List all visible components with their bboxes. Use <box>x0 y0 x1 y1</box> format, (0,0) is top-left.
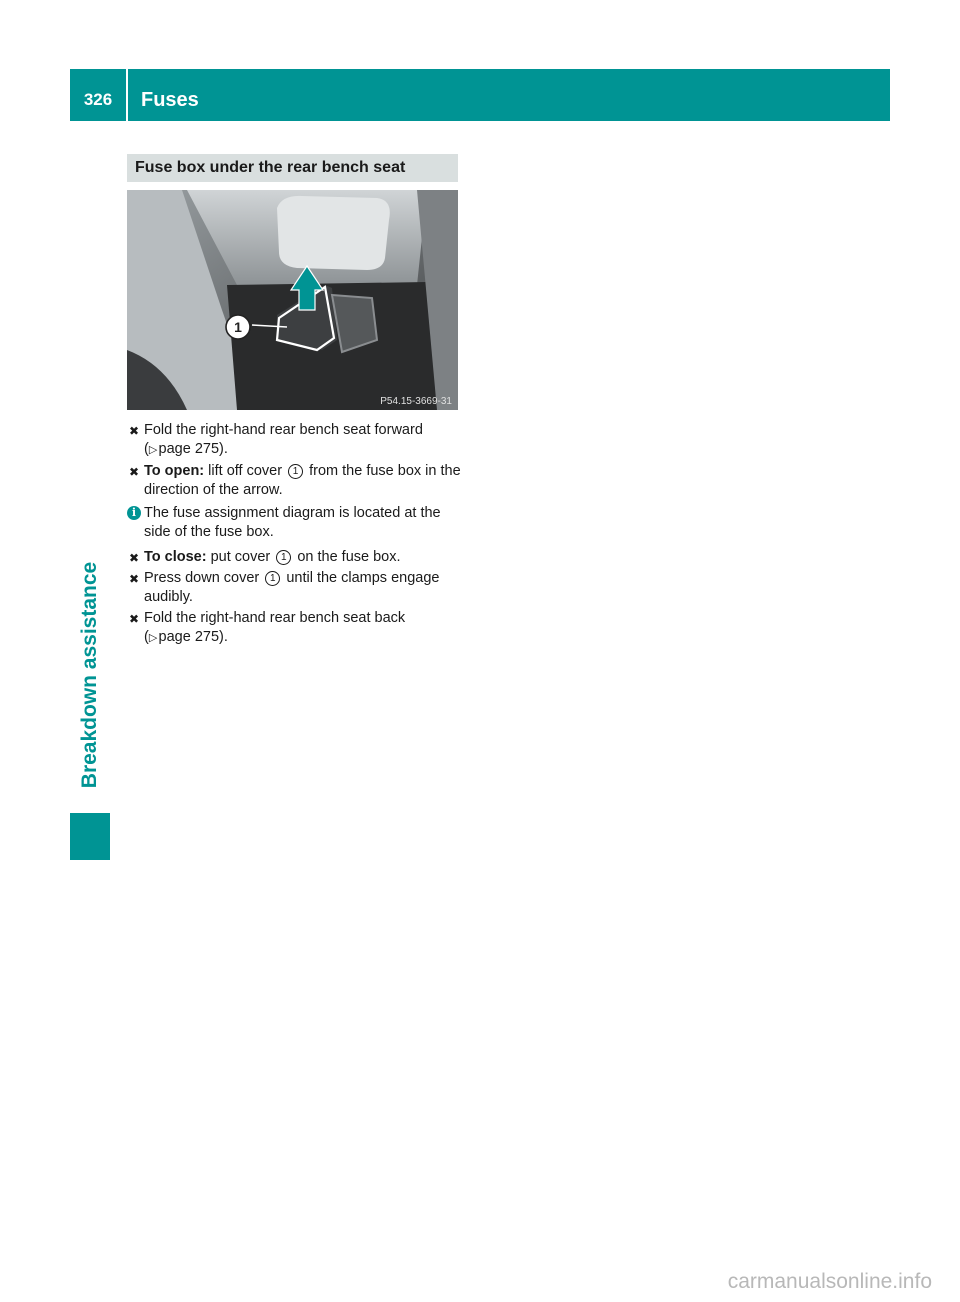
step-to-close: ✖ To close: put cover 1 on the fuse box. <box>127 548 462 567</box>
step-fold-back: ✖ Fold the right-hand rear bench seat back (▷ page 275). <box>129 610 406 645</box>
header-divider <box>126 69 128 121</box>
step-marker-icon: ✖ <box>129 572 140 586</box>
page-reference[interactable]: page 275 <box>158 629 220 645</box>
watermark: carmanualsonline.info <box>727 1270 932 1293</box>
info-note: i The fuse assignment diagram is located at the side of the fuse box. <box>127 504 462 542</box>
step-marker-icon: ✖ <box>129 551 140 565</box>
callout-number: 1 <box>234 319 242 335</box>
step-marker-icon: ✖ <box>129 612 140 626</box>
step-press-down: ✖ Press down cover 1 until the clamps engage audibly. <box>129 570 440 605</box>
side-tab-label: Breakdown assistance <box>78 561 101 789</box>
chapter-title: Fuses <box>141 89 199 111</box>
fuse-box-figure <box>127 190 458 410</box>
step-marker-icon: ✖ <box>129 424 140 438</box>
instructions <box>127 421 462 650</box>
side-tab <box>70 545 110 805</box>
step-fold-forward: ✖ Fold the right-hand rear bench seat forward (▷ page 275). <box>129 422 423 457</box>
page-reference[interactable]: page 275 <box>158 441 220 457</box>
callout-icon: 1 <box>288 464 303 479</box>
step-marker-icon: ✖ <box>129 465 140 479</box>
step-to-open: ✖ To open: lift off cover 1 from the fuse box in the direction of the arrow. <box>129 463 461 498</box>
callout-icon: 1 <box>265 571 280 586</box>
section-heading: Fuse box under the rear bench seat <box>127 154 458 182</box>
fuse-box-illustration <box>127 190 458 410</box>
figure-code: P54.15-3669-31 <box>380 396 452 407</box>
page-number: 326 <box>83 90 113 109</box>
side-tab-marker <box>70 813 110 860</box>
page-ref-arrow-icon: ▷ <box>148 632 158 644</box>
info-icon: i <box>127 506 141 520</box>
callout-icon: 1 <box>276 550 291 565</box>
page-ref-arrow-icon: ▷ <box>148 444 158 456</box>
header-bar <box>70 69 890 121</box>
